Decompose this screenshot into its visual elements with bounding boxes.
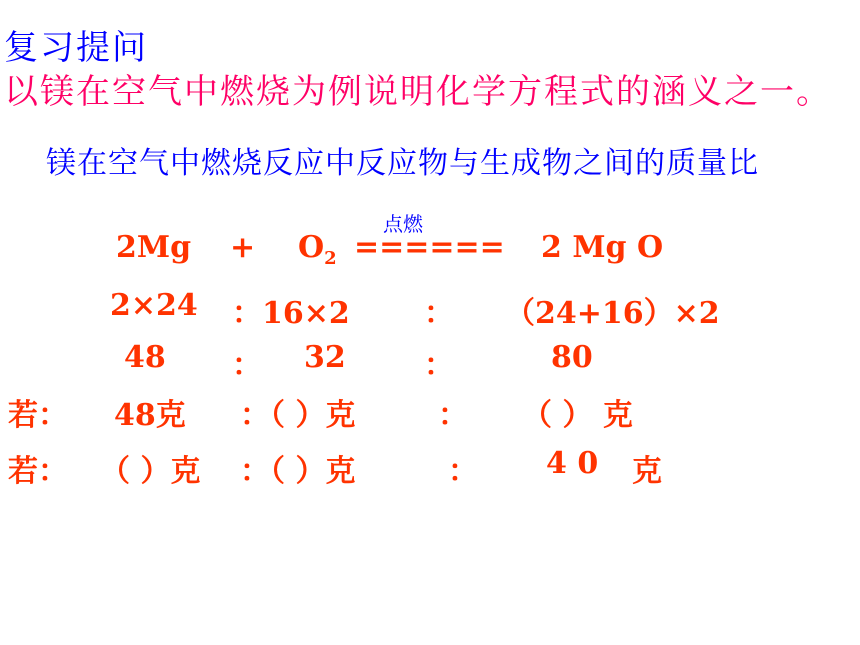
blank-mass-mg: （ ）克 xyxy=(100,454,201,489)
formula-o2: ：16×2 xyxy=(232,296,350,331)
if-label: 若： xyxy=(8,454,68,489)
mass-o2: 32 xyxy=(304,340,346,375)
given-mass-mgo: 4 0 xyxy=(546,446,599,481)
reactant-o2 xyxy=(298,230,337,269)
given-mass-mg: 48克 xyxy=(114,398,186,433)
mass-mgo: 80 xyxy=(551,340,593,375)
ratio-colon: ： xyxy=(232,348,262,383)
blank-mass-o2: ：（ ）克 xyxy=(240,398,356,433)
mass-mg: 48 xyxy=(124,340,166,375)
unit-gram: 克 xyxy=(632,454,662,489)
if-label: 若： xyxy=(8,398,68,433)
formula-mgo: （24+16）×2 xyxy=(505,296,720,331)
blank-mass-mgo: （ ） 克 xyxy=(522,398,633,433)
ratio-colon: ： xyxy=(424,296,454,331)
formula-mg: 2×24 xyxy=(110,288,198,323)
ratio-colon: ： xyxy=(424,348,454,383)
page-title: 复习提问 xyxy=(4,28,148,68)
reactant-mg: 2Mg xyxy=(116,230,192,265)
reactant-o2-subscript: 2 xyxy=(324,248,337,269)
product-mgo: 2 Mg O xyxy=(541,230,664,265)
reaction-arrow: ====== xyxy=(354,230,505,265)
ratio-colon: ： xyxy=(438,398,468,433)
subtitle: 镁在空气中燃烧反应中反应物与生成物之间的质量比 xyxy=(46,146,759,181)
plus-sign: + xyxy=(230,230,256,265)
question-text: 以镁在空气中燃烧为例说明化学方程式的涵义之一。 xyxy=(4,72,832,112)
blank-mass-o2: ：（ ）克 xyxy=(240,454,356,489)
reaction-condition: 点燃 xyxy=(383,212,423,236)
reactant-o2-symbol: O xyxy=(298,230,325,265)
ratio-colon: ： xyxy=(448,454,478,489)
